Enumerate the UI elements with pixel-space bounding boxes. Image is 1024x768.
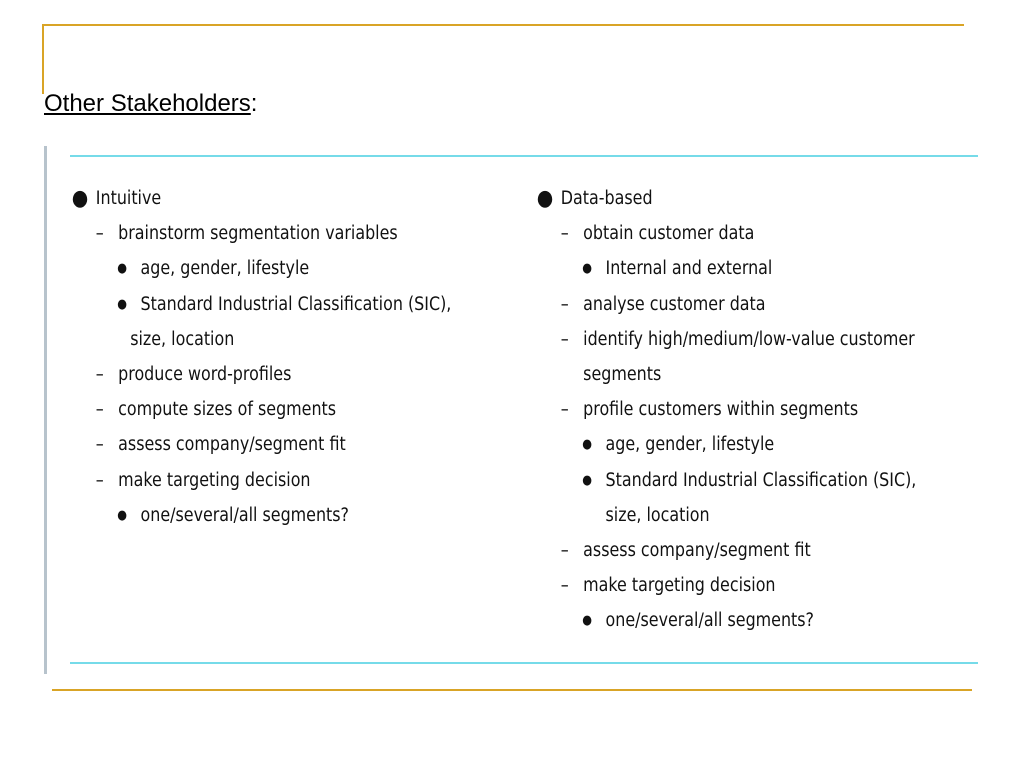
list-item-continuation xyxy=(535,357,905,392)
list-item xyxy=(535,287,905,322)
item-text: identify high/medium/low-value customer xyxy=(583,328,915,350)
item-text: one/several/all segments? xyxy=(605,610,815,632)
item-text: age, gender, lifestyle xyxy=(140,258,310,280)
list-item xyxy=(535,181,905,216)
list-item xyxy=(535,463,917,498)
slide-title-text: Other Stakeholders xyxy=(44,90,251,117)
list-item xyxy=(535,533,905,568)
item-text: obtain customer data xyxy=(583,223,755,245)
item-text: compute sizes of segments xyxy=(118,399,337,421)
dash-icon: – xyxy=(560,539,569,561)
bullet-icon: ● xyxy=(117,296,128,312)
dash-icon: – xyxy=(560,399,569,421)
top-rule xyxy=(42,24,964,26)
item-text: Standard Industrial Classification (SIC), xyxy=(140,293,452,315)
column-intuitive xyxy=(70,181,452,533)
list-item xyxy=(70,287,452,322)
item-text: Standard Industrial Classification (SIC), xyxy=(605,469,917,491)
list-item xyxy=(535,322,915,357)
bullet-icon: ● xyxy=(536,186,554,211)
list-item xyxy=(70,392,440,427)
dash-icon: – xyxy=(95,363,104,385)
dash-icon: – xyxy=(560,223,569,245)
list-item xyxy=(535,251,905,286)
item-text: make targeting decision xyxy=(583,575,776,597)
bottom-rule xyxy=(52,689,972,691)
item-text: assess company/segment fit xyxy=(118,434,346,456)
list-item-continuation xyxy=(535,498,905,533)
item-text: make targeting decision xyxy=(118,469,311,491)
list-item xyxy=(535,392,905,427)
dash-icon: – xyxy=(95,434,104,456)
list-item xyxy=(70,427,440,462)
column-heading: Intuitive xyxy=(95,188,162,209)
dash-icon: – xyxy=(95,223,104,245)
item-text: brainstorm segmentation variables xyxy=(118,223,398,245)
list-item xyxy=(70,251,440,286)
bullet-icon: ● xyxy=(582,472,593,488)
item-text: segments xyxy=(583,363,662,385)
dash-icon: – xyxy=(95,399,104,421)
bullet-icon: ● xyxy=(71,186,89,211)
bullet-icon: ● xyxy=(117,261,128,277)
item-text: assess company/segment fit xyxy=(583,539,811,561)
bullet-icon: ● xyxy=(117,507,128,523)
slide-title-suffix: : xyxy=(250,90,258,117)
item-text: profile customers within segments xyxy=(583,399,859,421)
bullet-icon: ● xyxy=(582,261,593,277)
list-item xyxy=(70,463,440,498)
list-item xyxy=(535,603,905,638)
item-text: Internal and external xyxy=(605,258,773,280)
list-item xyxy=(70,216,440,251)
bullet-icon: ● xyxy=(582,613,593,629)
item-text: one/several/all segments? xyxy=(140,504,350,526)
left-rule xyxy=(42,24,44,94)
list-item-continuation xyxy=(70,322,440,357)
column-heading: Data-based xyxy=(560,188,653,209)
panel-bottom-rule xyxy=(70,662,978,664)
dash-icon: – xyxy=(560,328,569,350)
column-data-based xyxy=(535,181,917,638)
panel-top-rule xyxy=(70,155,978,157)
bullet-icon: ● xyxy=(582,437,593,453)
item-text: age, gender, lifestyle xyxy=(605,434,775,456)
dash-icon: – xyxy=(560,293,569,315)
item-text: size, location xyxy=(605,504,710,526)
slide-title xyxy=(44,88,257,120)
list-item xyxy=(535,427,905,462)
item-text: analyse customer data xyxy=(583,293,766,315)
item-text: produce word-profiles xyxy=(118,363,292,385)
panel-left-bar xyxy=(44,146,47,674)
dash-icon: – xyxy=(95,469,104,491)
list-item xyxy=(70,498,440,533)
list-item xyxy=(70,181,440,216)
dash-icon: – xyxy=(560,575,569,597)
list-item xyxy=(70,357,440,392)
list-item xyxy=(535,568,905,603)
list-item xyxy=(535,216,905,251)
item-text: size, location xyxy=(130,328,235,350)
